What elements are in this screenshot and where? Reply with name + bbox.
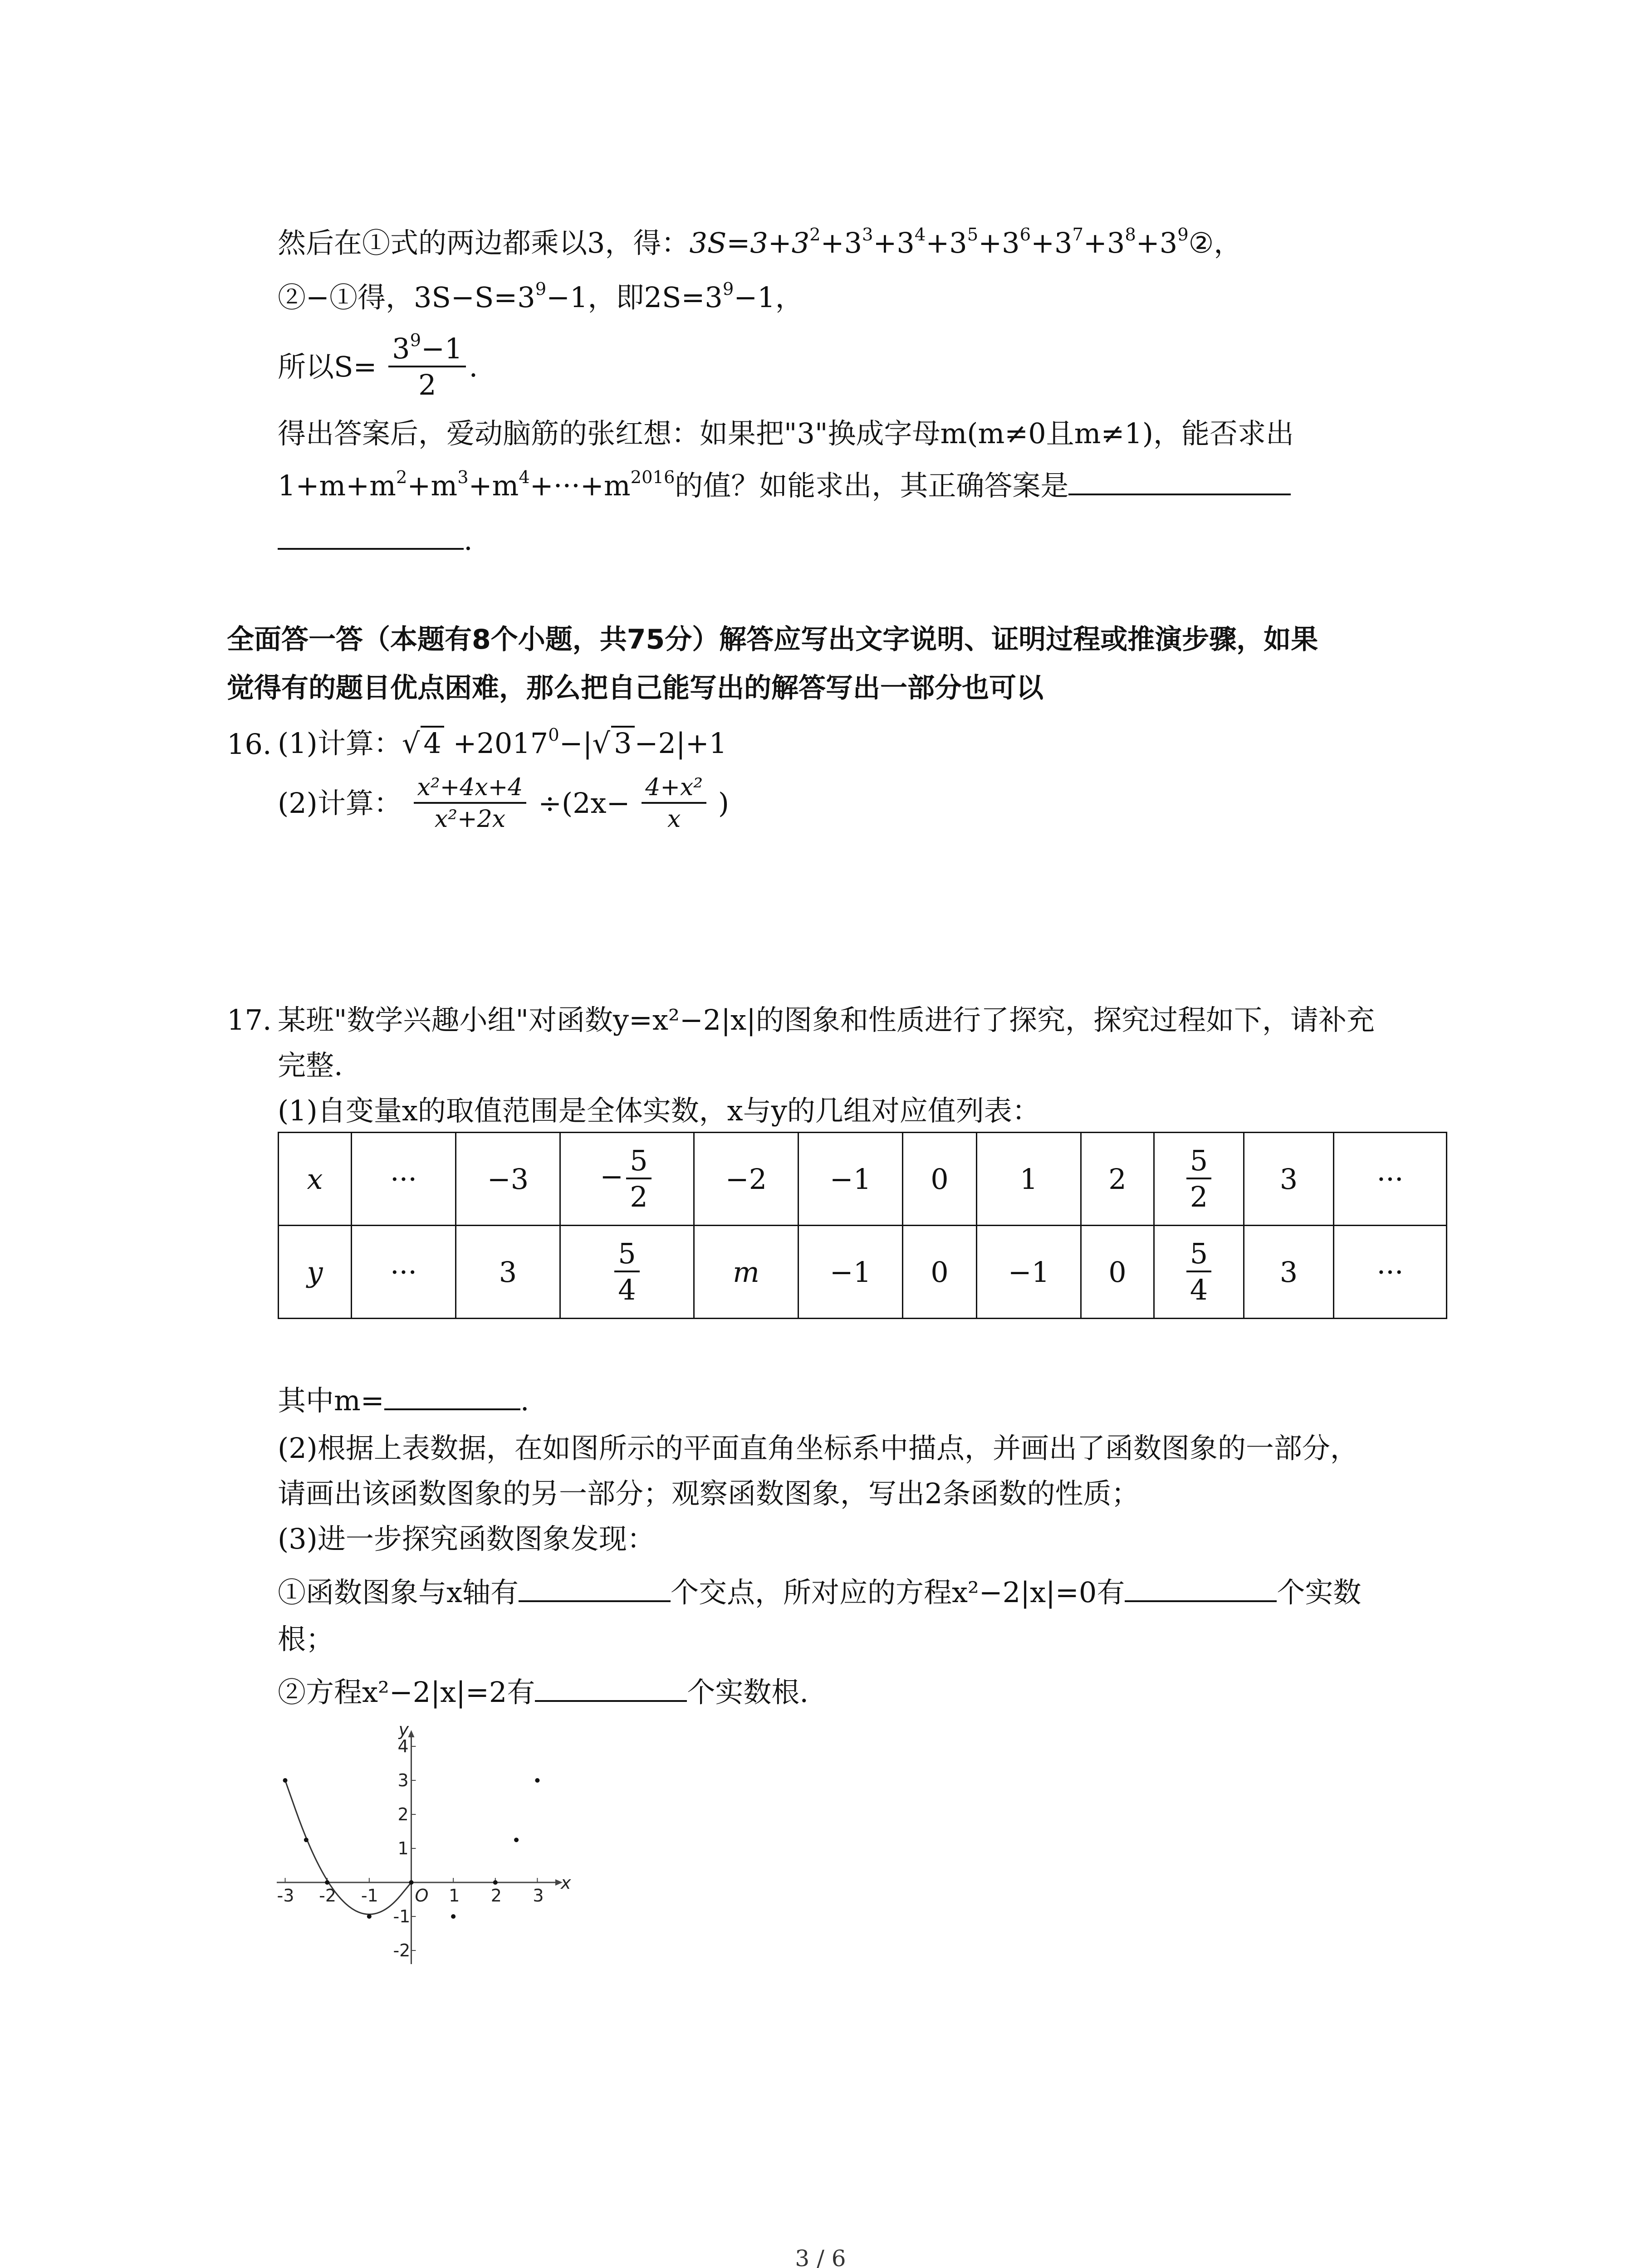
line-1: 然后在①式的两边都乘以3，得：$3S=3+3^2+3^3+3^4+3^5+3^6+3^7+3^8+3^9②$， — [278, 225, 1242, 259]
table-cell: 3 — [1244, 1226, 1334, 1319]
q17-line-2: 完整. — [278, 1049, 343, 1082]
x-tick-label: 3 — [533, 1886, 544, 1906]
intersection-count-blank[interactable] — [519, 1600, 671, 1602]
table-cell: −2 — [694, 1133, 798, 1226]
data-point — [304, 1838, 309, 1842]
y-tick-label: 1 — [397, 1838, 409, 1858]
y-axis-arrow — [408, 1730, 414, 1737]
x-tick-label: -2 — [319, 1886, 337, 1906]
table-cell: ··· — [1334, 1226, 1447, 1319]
function-curve-left — [285, 1780, 411, 1914]
y-tick-label: 2 — [397, 1804, 409, 1824]
answer-blank-2[interactable] — [278, 548, 464, 550]
table-cell: −1 — [798, 1226, 903, 1319]
table-cell: $\frac{5}{4}$ — [1154, 1226, 1244, 1319]
x-tick-label: -1 — [361, 1886, 378, 1906]
data-point — [283, 1778, 288, 1783]
q16-label: 16. — [227, 728, 272, 761]
table-cell: $\frac{5}{4}$ — [560, 1226, 694, 1319]
data-point — [325, 1880, 329, 1885]
q17-part-2-line-1: (2)根据上表数据，在如图所示的平面直角坐标系中描点，并画出了函数图象的一部分， — [278, 1432, 1358, 1465]
table-cell: 1 — [977, 1133, 1081, 1226]
table-cell: ··· — [1334, 1133, 1447, 1226]
root-count-blank-1[interactable] — [1125, 1600, 1277, 1602]
y-tick-label: -2 — [393, 1941, 411, 1960]
x-axis-label: x — [561, 1873, 571, 1893]
root-count-blank-2[interactable] — [535, 1700, 687, 1702]
data-point — [493, 1880, 498, 1885]
q17-part-3-item-1-cont: 根； — [278, 1623, 334, 1656]
q16-part-1: (1)计算：√ $4 +2017^0-|√$ 3−2|+1 — [278, 725, 727, 760]
table-cell: 3 — [456, 1226, 560, 1319]
fraction-b: $\frac{\text{4+x²}}{x}$ — [642, 776, 706, 831]
table-cell: − $\frac{5}{2}$ — [560, 1133, 694, 1226]
q17-m-line: 其中m= . — [278, 1384, 529, 1417]
table-cell: 0 — [1081, 1226, 1154, 1319]
function-graph — [263, 1724, 581, 1991]
data-point — [514, 1838, 519, 1842]
data-point — [451, 1914, 456, 1919]
q17-part-3: (3)进一步探究函数图象发现： — [278, 1522, 655, 1555]
table-row-x — [279, 1133, 1447, 1226]
q17-line-1: 某班"数学兴趣小组"对函数y=x²−2|x|的图象和性质进行了探究，探究过程如下，请补充 — [278, 1003, 1375, 1036]
table-cell: x — [279, 1133, 352, 1226]
q17-part-2-line-2: 请画出该函数图象的另一部分；观察函数图象，写出2条函数的性质； — [278, 1477, 1140, 1510]
data-point — [409, 1880, 413, 1885]
q17-part-3-item-1: ①函数图象与x轴有 个交点，所对应的方程x²−2|x|=0有 个实数 — [278, 1576, 1362, 1609]
page-number: 3 / 6 — [795, 2245, 846, 2268]
data-point — [535, 1778, 539, 1783]
table-cell: 2 — [1081, 1133, 1154, 1226]
x-tick-label: -3 — [277, 1886, 294, 1906]
line-5: $1+m+m^2+m^3+m^4+\cdot\cdot\cdot+m^{2016}$的值？如能求出，其正确答案是 — [278, 472, 1291, 500]
y-tick-label: 4 — [397, 1736, 409, 1756]
x-tick-label: 1 — [449, 1886, 460, 1906]
line-2: ②−①得，$3S-S=3^9-1$，即$2S=3^9-1$， — [278, 279, 803, 314]
m-answer-blank[interactable] — [384, 1408, 520, 1410]
line-3: 所以S= $\frac{3^9-1}{2}$ . — [278, 330, 478, 401]
table-cell: $\frac{5}{2}$ — [1154, 1133, 1244, 1226]
table-cell: −3 — [456, 1133, 560, 1226]
y-tick-label: -1 — [393, 1906, 411, 1926]
origin-label: O — [415, 1886, 429, 1906]
q17-label: 17. — [227, 1003, 272, 1036]
answer-blank-1[interactable] — [1068, 494, 1291, 495]
fraction-s: $\frac{3^9-1}{2}$ — [388, 335, 466, 399]
table-cell: −1 — [977, 1226, 1081, 1319]
table-cell: −1 — [798, 1133, 903, 1226]
y-axis-label: y — [398, 1724, 409, 1740]
q16-part-2: (2)计算： $\frac{\text{x²+4x+4}}{\text{x²+2x}}$ ÷(2x− $\frac{\text{4+x²}}{x}$ ) — [278, 774, 730, 833]
line-4: 得出答案后，爱动脑筋的张红想：如果把"3"换成字母m(m≠0且m≠1)，能否求出 — [278, 417, 1294, 450]
y-tick-label: 3 — [397, 1770, 409, 1790]
values-table — [278, 1132, 1447, 1319]
line-6: . — [278, 526, 473, 554]
table-cell: 0 — [903, 1133, 977, 1226]
section-heading-line-2: 觉得有的题目优点困难，那么把自己能写出的解答写出一部分也可以 — [227, 672, 1043, 704]
table-cell: ··· — [352, 1226, 456, 1319]
data-point — [367, 1914, 372, 1919]
table-cell: 3 — [1244, 1133, 1334, 1226]
table-row-y — [279, 1226, 1447, 1319]
table-cell: m — [694, 1226, 798, 1319]
section-heading-line-1: 全面答一答（本题有8个小题，共75分）解答应写出文字说明、证明过程或推演步骤，如果 — [227, 624, 1318, 655]
table-cell: ··· — [352, 1133, 456, 1226]
q17-part-1: (1)自变量x的取值范围是全体实数，x与y的几组对应值列表： — [278, 1094, 1040, 1127]
table-cell: 0 — [903, 1226, 977, 1319]
q17-part-3-item-2: ②方程x²−2|x|=2有 个实数根. — [278, 1676, 809, 1709]
table-cell: y — [279, 1226, 352, 1319]
fraction-a: $\frac{\text{x²+4x+4}}{\text{x²+2x}}$ — [414, 776, 527, 831]
x-tick-label: 2 — [490, 1886, 502, 1906]
